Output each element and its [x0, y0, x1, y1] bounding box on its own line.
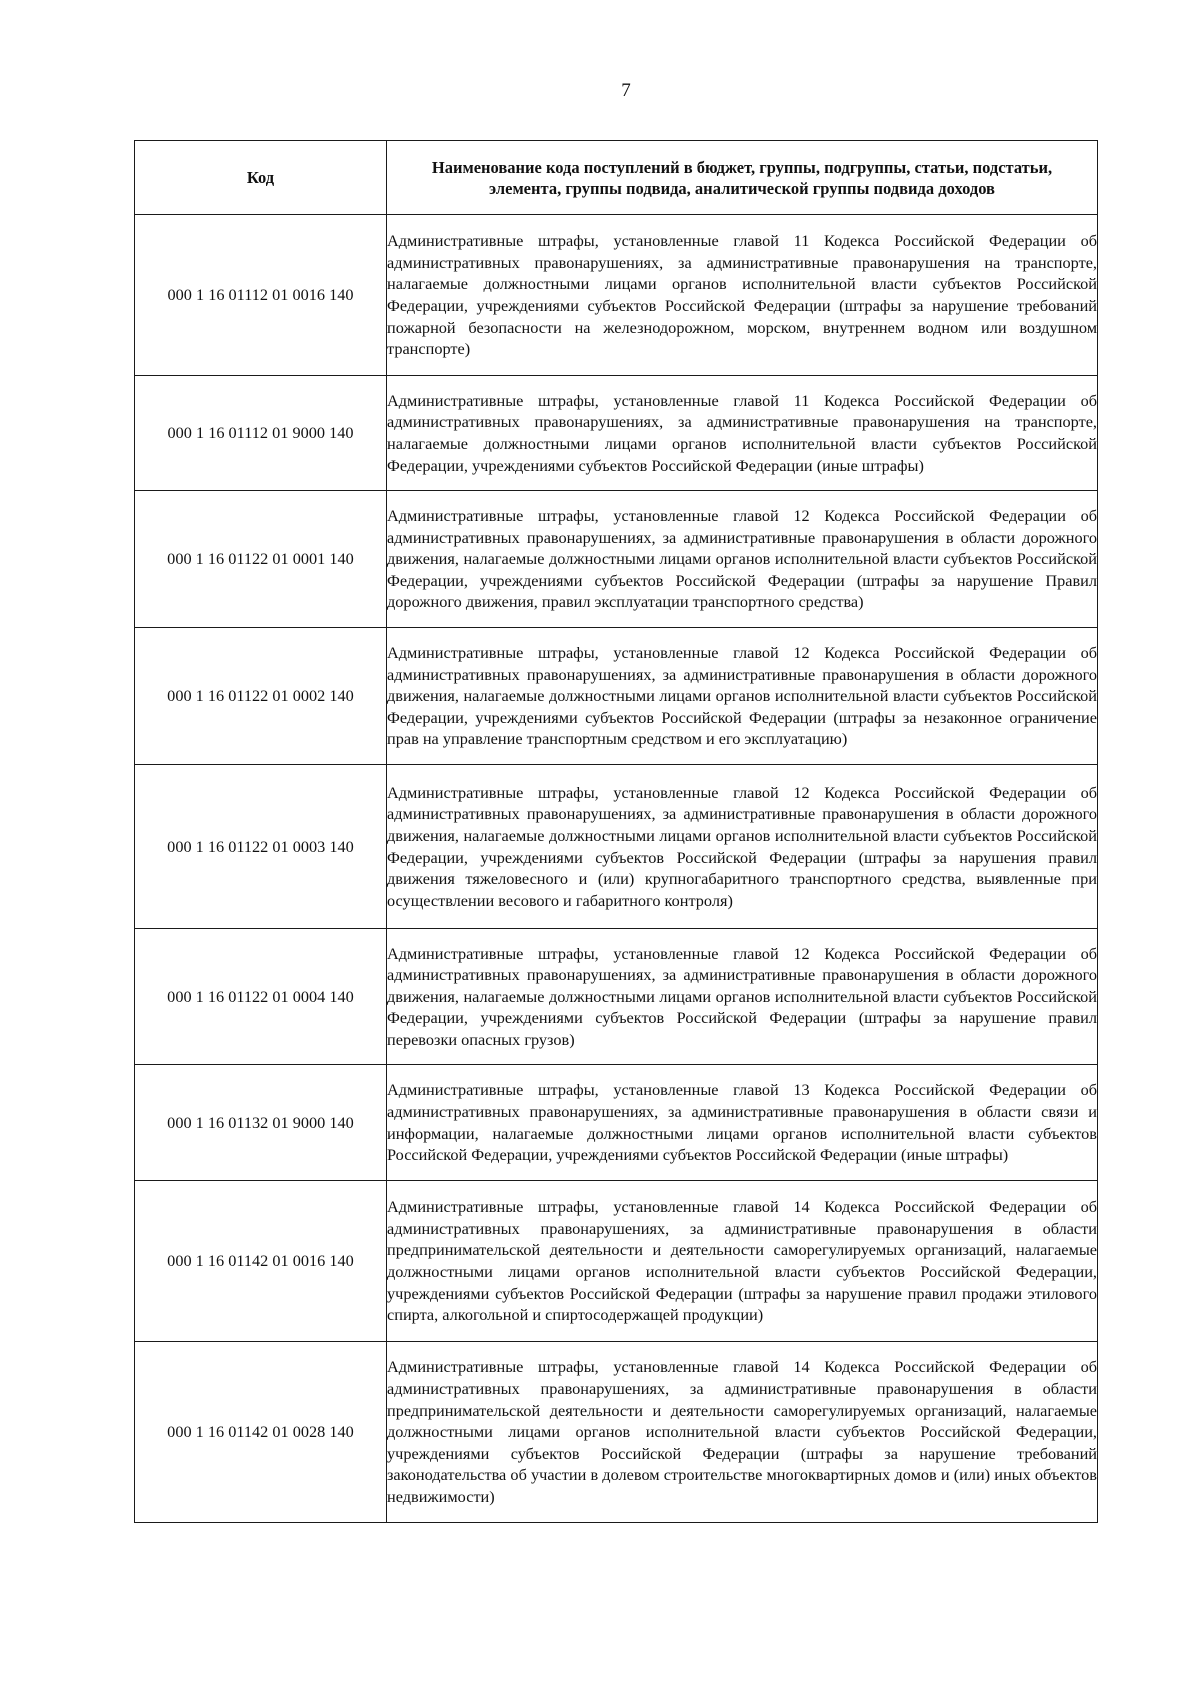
table-row	[135, 628, 1098, 765]
header-code: Код	[135, 141, 387, 215]
row-code: 000 1 16 01122 01 0004 140	[135, 929, 387, 1065]
row-description: Административные штрафы, установленные главой 12 Кодекса Российской Федерации об административных правонарушениях, за административные правонарушения в области дорожного движения, налагаемые должностными лицами органов исполнительной власти субъектов Российской Федерации, учреждениями субъектов Российской Федерации (штрафы за нарушения правил движения тяжеловесного и (или) крупногабаритного транспортного средства, выявленные при осуществлении весового и габаритного контроля)	[387, 765, 1098, 929]
table-row	[135, 929, 1098, 1065]
row-description: Административные штрафы, установленные главой 14 Кодекса Российской Федерации об административных правонарушениях, за административные правонарушения в области предпринимательской деятельности и деятельности саморегулируемых организаций, налагаемые должностными лицами органов исполнительной власти субъектов Российской Федерации, учреждениями субъектов Российской Федерации (штрафы за нарушение требований законодательства об участии в долевом строительстве многоквартирных домов и (или) иных объектов недвижимости)	[387, 1342, 1098, 1523]
row-description: Административные штрафы, установленные главой 11 Кодекса Российской Федерации об административных правонарушениях, за административные правонарушения на транспорте, налагаемые должностными лицами органов исполнительной власти субъектов Российской Федерации, учреждениями субъектов Российской Федерации (иные штрафы)	[387, 376, 1098, 491]
row-description: Административные штрафы, установленные главой 14 Кодекса Российской Федерации об административных правонарушениях, за административные правонарушения в области предпринимательской деятельности и деятельности саморегулируемых организаций, налагаемые должностными лицами органов исполнительной власти субъектов Российской Федерации, учреждениями субъектов Российской Федерации (штрафы за нарушение правил продажи этилового спирта, алкогольной и спиртосодержащей продукции)	[387, 1181, 1098, 1342]
row-description: Административные штрафы, установленные главой 12 Кодекса Российской Федерации об административных правонарушениях, за административные правонарушения в области дорожного движения, налагаемые должностными лицами органов исполнительной власти субъектов Российской Федерации, учреждениями субъектов Российской Федерации (штрафы за нарушение правил перевозки опасных грузов)	[387, 929, 1098, 1065]
table-row	[135, 1181, 1098, 1342]
table-row	[135, 376, 1098, 491]
table-row	[135, 1065, 1098, 1181]
table-row	[135, 765, 1098, 929]
row-code: 000 1 16 01112 01 0016 140	[135, 215, 387, 376]
page-number: 7	[621, 80, 631, 101]
row-description: Административные штрафы, установленные главой 13 Кодекса Российской Федерации об административных правонарушениях, за административные правонарушения в области связи и информации, налагаемые должностными лицами органов исполнительной власти субъектов Российской Федерации, учреждениями субъектов Российской Федерации (иные штрафы)	[387, 1065, 1098, 1181]
table-row	[135, 1342, 1098, 1523]
revenue-codes-table	[134, 140, 1098, 1523]
table-header-row	[135, 141, 1098, 215]
row-code: 000 1 16 01112 01 9000 140	[135, 376, 387, 491]
table-row	[135, 215, 1098, 376]
row-code: 000 1 16 01122 01 0001 140	[135, 491, 387, 628]
row-code: 000 1 16 01142 01 0016 140	[135, 1181, 387, 1342]
table-row	[135, 491, 1098, 628]
row-code: 000 1 16 01122 01 0003 140	[135, 765, 387, 929]
row-description: Административные штрафы, установленные главой 11 Кодекса Российской Федерации об административных правонарушениях, за административные правонарушения на транспорте, налагаемые должностными лицами органов исполнительной власти субъектов Российской Федерации, учреждениями субъектов Российской Федерации (штрафы за нарушение требований пожарной безопасности на железнодорожном, морском, внутреннем водном или воздушном транспорте)	[387, 215, 1098, 376]
row-code: 000 1 16 01132 01 9000 140	[135, 1065, 387, 1181]
row-description: Административные штрафы, установленные главой 12 Кодекса Российской Федерации об административных правонарушениях, за административные правонарушения в области дорожного движения, налагаемые должностными лицами органов исполнительной власти субъектов Российской Федерации, учреждениями субъектов Российской Федерации (штрафы за незаконное ограничение прав на управление транспортным средством и его эксплуатацию)	[387, 628, 1098, 765]
row-code: 000 1 16 01142 01 0028 140	[135, 1342, 387, 1523]
header-name: Наименование кода поступлений в бюджет, группы, подгруппы, статьи, подстатьи, элемента, группы подвида, аналитической группы подвида доходов	[387, 141, 1098, 215]
row-code: 000 1 16 01122 01 0002 140	[135, 628, 387, 765]
row-description: Административные штрафы, установленные главой 12 Кодекса Российской Федерации об административных правонарушениях, за административные правонарушения в области дорожного движения, налагаемые должностными лицами органов исполнительной власти субъектов Российской Федерации, учреждениями субъектов Российской Федерации (штрафы за нарушение Правил дорожного движения, правил эксплуатации транспортного средства)	[387, 491, 1098, 628]
